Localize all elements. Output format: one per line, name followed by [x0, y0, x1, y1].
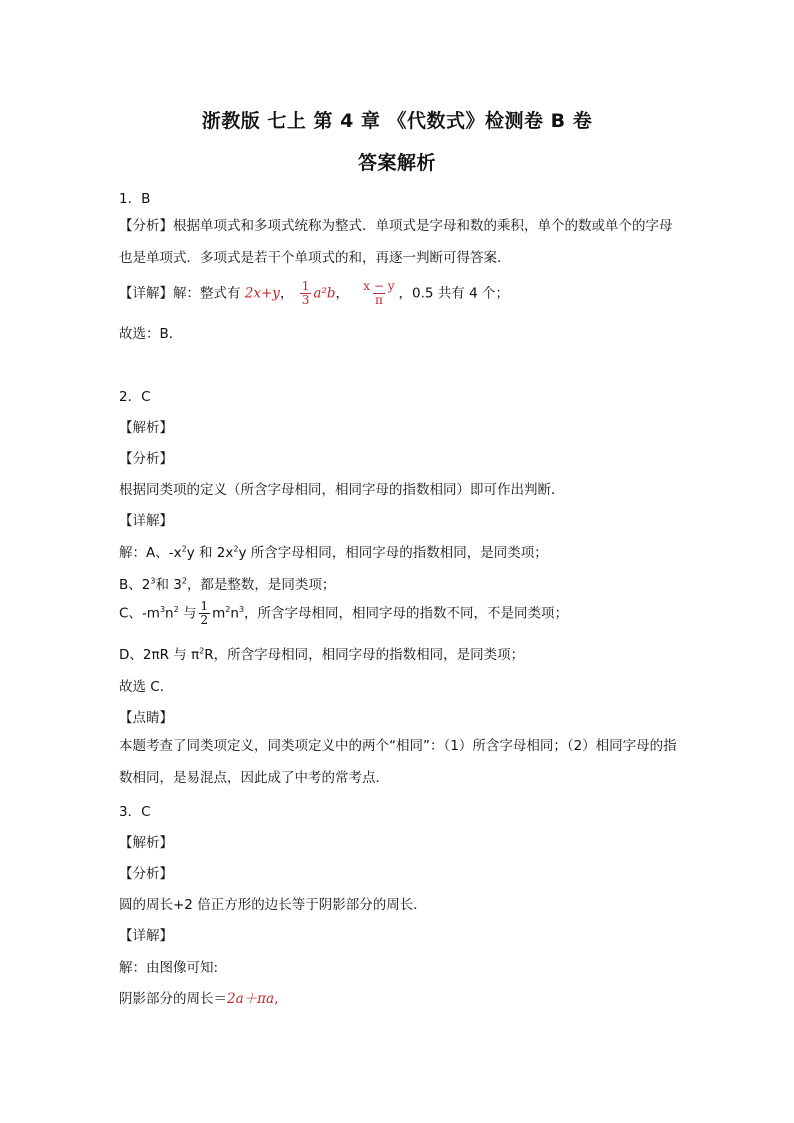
q2-detail-tag: 【详解】	[119, 513, 173, 529]
q2-c-fraction	[199, 600, 211, 627]
q2-analysis: 根据同类项的定义（所含字母相同，相同字母的指数相同）即可作出判断．	[119, 482, 565, 498]
q3-detail-2-suffix: ,	[274, 991, 279, 1007]
q1-frac2-num: x − y	[363, 279, 395, 293]
q3-analysis-tag: 【分析】	[119, 866, 173, 882]
q2-c-part2: n	[165, 605, 174, 622]
q3-detail-tag: 【详解】	[119, 928, 173, 944]
q2-d-part1: D、2πR 与 π	[119, 647, 200, 663]
q1-sep-1: ，	[279, 285, 294, 302]
q3-jiexi-tag: 【解析】	[119, 835, 173, 851]
q2-conclusion: 故选 C．	[119, 679, 174, 695]
q3-detail-1: 解：由图像可知:	[119, 960, 219, 976]
q3-detail-2-expr: 2a＋πa	[227, 991, 275, 1007]
q2-point-tag: 【点睛】	[119, 710, 173, 726]
q2-answer: 2．C	[119, 389, 151, 405]
document-title: 浙教版 七上 第 4 章 《代数式》检测卷 B 卷	[201, 110, 593, 132]
document-subtitle: 答案解析	[357, 152, 436, 174]
q1-expr-1: 2x+y	[244, 285, 280, 302]
q2-option-d: D、2πR 与 $\pi^2R$，所含字母相同，相同字母的指数相同，是同类项；	[119, 646, 525, 663]
q1-frac2-den: π	[374, 293, 383, 307]
q1-analysis-text: 根据单项式和多项式统称为整式．单项式是字母和数的乘积，单个的数或单个的字母也是单项式．多项式是若干个单项式的和，再逐一判断可得答案．	[119, 218, 673, 266]
q1-frac1-num: 1	[301, 279, 310, 293]
q1-conclusion: 故选：B．	[119, 326, 183, 342]
q1-fraction-2	[361, 280, 396, 307]
q1-detail-suffix: ，0.5 共有 4 个；	[398, 285, 509, 302]
q2-option-c: C、$-m^3n^2$ 与 $\frac{1}{2}$ $m^2n^3$，所含字母相同，相同字母的指数不同，不是同类项；	[119, 599, 569, 627]
q2-a-part1: 解：A、-x	[119, 545, 182, 561]
q1-sep-2: ，	[335, 285, 349, 302]
q2-a-part3: y 所含字母相同，相同字母的指数相同，是同类项；	[238, 545, 548, 561]
q2-b-part2: 和 3	[155, 577, 182, 593]
q1-expr-2: a²b	[313, 285, 336, 302]
q3-analysis: 圆的周长+2 倍正方形的边长等于阴影部分的周长．	[119, 897, 427, 913]
q1-detail-tag: 【详解】	[119, 285, 173, 302]
q1-detail-prefix: 解：整式有	[173, 285, 241, 302]
q1-answer: 1．B	[119, 191, 151, 207]
q1-frac1-den: 3	[301, 293, 310, 307]
q2-analysis-tag: 【分析】	[119, 451, 173, 467]
q2-c-part6: ，所含字母相同，相同字母的指数不同，不是同类项；	[244, 605, 569, 622]
q2-d-part2: R，所含字母相同，相同字母的指数相同，是同类项；	[204, 647, 525, 663]
q1-analysis-tag: 【分析】	[119, 218, 173, 234]
q2-c-frac-num: 1	[200, 599, 209, 613]
q3-detail-2	[119, 987, 278, 1007]
q2-b-part1: B、2	[119, 577, 151, 593]
q1-analysis	[119, 210, 679, 274]
q2-c-part3: 与	[178, 605, 197, 622]
q2-c-part5: n	[230, 605, 239, 622]
q2-c-part4: m	[212, 605, 226, 622]
q3-detail-2-prefix: 阴影部分的周长＝	[119, 991, 227, 1007]
q1-detail	[119, 280, 509, 307]
q2-c-part1: C、-m	[119, 605, 160, 622]
q2-b-part3: ，都是整数，是同类项；	[186, 577, 336, 593]
q2-a-part2: y 和 2x	[186, 545, 234, 561]
q2-option-b: B、$2^3$和 $3^2$，都是整数，是同类项；	[119, 576, 336, 593]
q2-point: 本题考查了同类项定义，同类项定义中的两个“相同”：（1）所含字母相同；（2）相同字母的指数相同，是易混点，因此成了中考的常考点．	[119, 738, 677, 786]
q2-c-frac-den: 2	[200, 613, 209, 627]
q2-option-a: 解：A、$-x^2y$ 和 $2x^2y$ 所含字母相同，相同字母的指数相同，是同类项；	[119, 544, 548, 561]
q1-fraction-1	[300, 280, 312, 307]
q3-answer: 3．C	[119, 804, 151, 820]
q2-jiexi-tag: 【解析】	[119, 420, 173, 436]
